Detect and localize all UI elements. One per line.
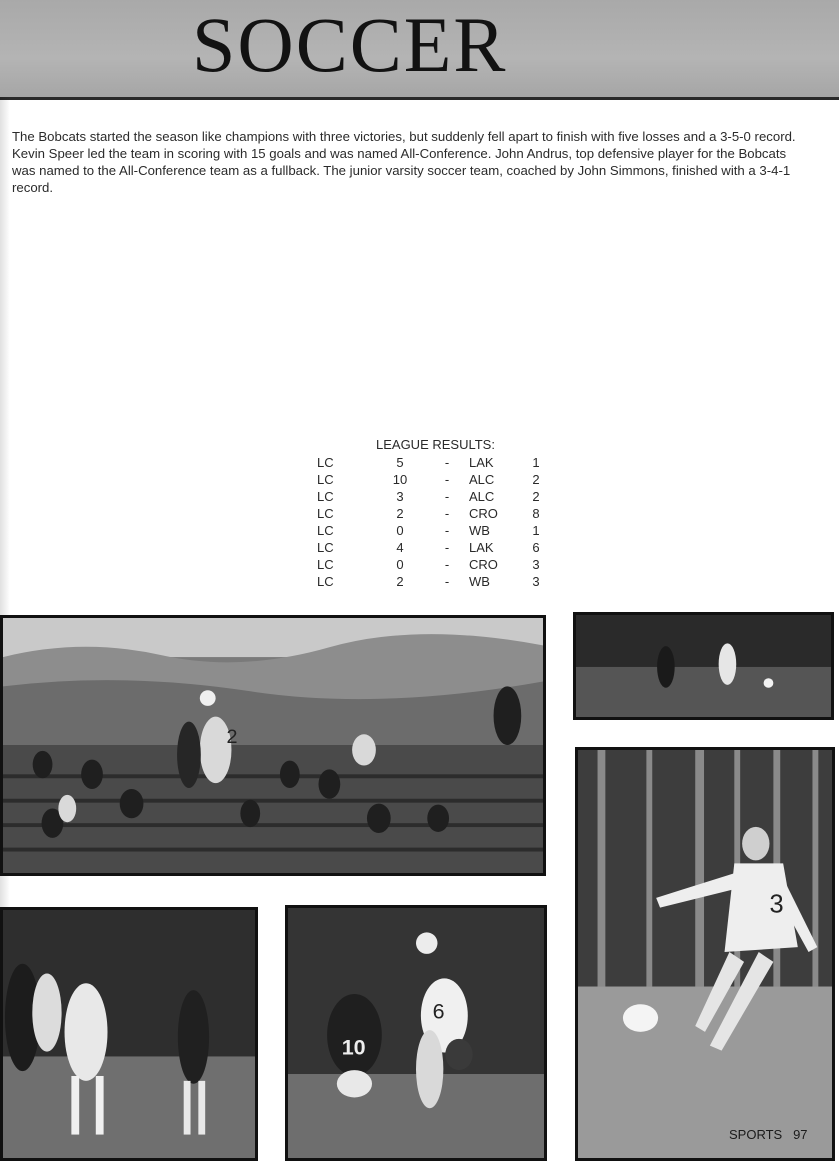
result-dash: -: [444, 523, 450, 538]
result-row: [300, 556, 551, 573]
result-opponent: WB: [469, 574, 490, 589]
result-row: [300, 522, 551, 539]
result-score: 0: [396, 523, 404, 538]
result-opponent: WB: [469, 523, 490, 538]
result-opponent-score: 8: [532, 506, 540, 521]
result-dash: -: [444, 506, 450, 521]
result-opponent: CRO: [469, 506, 498, 521]
result-row: [300, 471, 551, 488]
result-score: 10: [392, 472, 408, 487]
result-opponent-score: 1: [532, 523, 540, 538]
photo-players-center: [285, 905, 547, 1161]
center-left-jersey-number: 10: [341, 1035, 366, 1060]
result-team: LC: [317, 472, 334, 487]
result-team: LC: [317, 506, 334, 521]
title-banner: [0, 0, 839, 100]
result-score: 4: [396, 540, 404, 555]
result-opponent: ALC: [469, 489, 495, 504]
result-row: [300, 488, 551, 505]
league-results-title: LEAGUE RESULTS:: [376, 437, 495, 452]
result-opponent: LAK: [469, 540, 494, 555]
result-opponent-score: 3: [532, 574, 540, 589]
result-dash: -: [444, 455, 450, 470]
bleachers-jersey-number: 2: [226, 726, 238, 749]
result-dash: -: [444, 557, 450, 572]
footer-section: SPORTS: [729, 1127, 783, 1142]
result-opponent: CRO: [469, 557, 498, 572]
photo-field-players: [573, 612, 834, 720]
result-score: 2: [396, 574, 404, 589]
result-opponent: LAK: [469, 455, 494, 470]
result-team: LC: [317, 523, 334, 538]
result-team: LC: [317, 574, 334, 589]
result-dash: -: [444, 472, 450, 487]
kicker-jersey-number: 3: [769, 890, 784, 919]
result-dash: -: [444, 540, 450, 555]
result-score: 2: [396, 506, 404, 521]
result-opponent-score: 2: [532, 489, 540, 504]
result-team: LC: [317, 557, 334, 572]
result-team: LC: [317, 540, 334, 555]
photo-players-bottom-left: [0, 907, 258, 1161]
result-row: [300, 539, 551, 556]
result-row: [300, 505, 551, 522]
page-number: 97: [793, 1127, 808, 1142]
result-team: LC: [317, 455, 334, 470]
center-right-jersey-number: 6: [432, 999, 445, 1024]
result-dash: -: [444, 574, 450, 589]
photo-bleachers-header: [0, 615, 546, 876]
result-opponent-score: 3: [532, 557, 540, 572]
photo-kicker: [575, 747, 835, 1161]
result-opponent-score: 1: [532, 455, 540, 470]
result-score: 3: [396, 489, 404, 504]
page-footer: [729, 1127, 808, 1142]
result-score: 0: [396, 557, 404, 572]
league-results-table: [300, 454, 551, 590]
result-opponent-score: 2: [532, 472, 540, 487]
result-row: [300, 573, 551, 590]
result-opponent: ALC: [469, 472, 495, 487]
result-score: 5: [396, 455, 404, 470]
result-team: LC: [317, 489, 334, 504]
result-dash: -: [444, 489, 450, 504]
result-row: [300, 454, 551, 471]
intro-paragraph: The Bobcats started the season like champions with three victories, but suddenly fell apart to finish with five losses and a 3-5-0 record. Kevin Speer led the team in scoring with 15 goals and was named All-Conference. John Andrus, top defensive player for the Bobcats was named to the All-Conference team as a fullback. The junior varsity soccer team, coached by John Simmons, finished with a 3-4-1 record.: [12, 129, 796, 195]
result-opponent-score: 6: [532, 540, 540, 555]
page-title: SOCCER: [192, 1, 508, 88]
